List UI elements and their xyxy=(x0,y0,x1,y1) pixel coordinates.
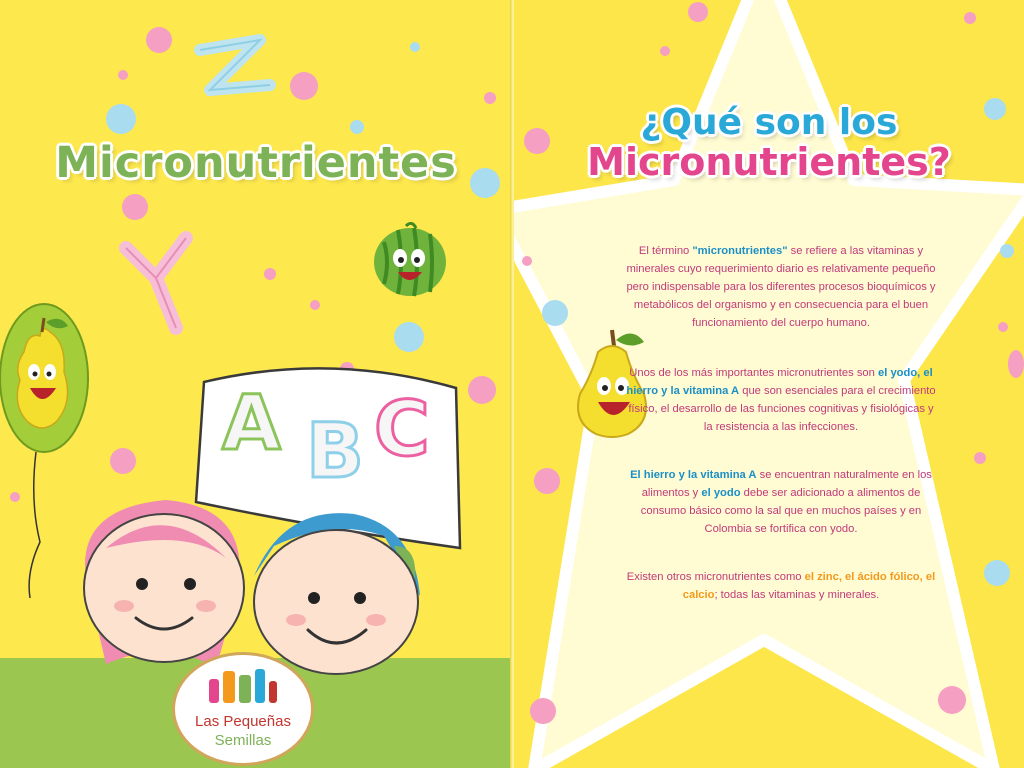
content-page xyxy=(514,0,1024,768)
paragraph-4 xyxy=(626,568,936,604)
paragraph-2-start: Unos de los más importantes micronutrientes son xyxy=(629,367,878,379)
blue-dot xyxy=(410,42,420,52)
paragraph-4-highlight: el zinc, el ácido fólico, el calcio xyxy=(682,571,936,601)
pink-dot xyxy=(310,300,320,310)
pink-dot xyxy=(534,468,560,494)
paragraph-3-end: debe ser adicionado a alimentos de consumo básico como la sal que en muchos países y en Colombia se fortifica con yodo. xyxy=(640,487,922,535)
pink-dot xyxy=(688,2,708,22)
pink-dot xyxy=(290,72,318,100)
content-title-line-1: ¿Qué son los xyxy=(640,102,898,143)
watermelon-character-illustration xyxy=(368,222,452,298)
blue-dot xyxy=(542,300,568,326)
girl-character-illustration xyxy=(66,488,266,678)
pink-dot xyxy=(998,322,1008,332)
paragraph-3-middle: se encuentran naturalmente en los alimentos y xyxy=(641,469,932,499)
pink-dot xyxy=(660,46,670,56)
paragraph-1-highlight: "micronutrientes" xyxy=(692,245,788,257)
paragraph-3 xyxy=(626,466,936,538)
blue-dot xyxy=(1000,244,1014,258)
blue-dot xyxy=(350,120,364,134)
pink-dot xyxy=(974,452,986,464)
publisher-logo xyxy=(172,652,314,766)
scribble-letter-y-decoration xyxy=(116,218,206,338)
pink-dot xyxy=(484,92,496,104)
pink-dot xyxy=(264,268,276,280)
pink-dot xyxy=(118,70,128,80)
paragraph-2-end: que son esenciales para el crecimiento físico, el desarrollo de las funciones cognitivas y fisiológicas y la resistencia a las infecciones. xyxy=(628,385,936,433)
logo-emblem-icon xyxy=(205,663,281,709)
pink-dot xyxy=(522,256,532,266)
sign-letter-b: B xyxy=(306,406,364,495)
content-title-line-2: Micronutrientes? xyxy=(587,140,951,184)
sign-letter-c: C xyxy=(374,384,430,473)
pink-dot xyxy=(122,194,148,220)
scribble-letter-z-decoration xyxy=(190,30,280,120)
paragraph-1 xyxy=(626,242,936,332)
pink-dot xyxy=(1008,350,1024,378)
pink-dot xyxy=(938,686,966,714)
boy-character-illustration xyxy=(244,506,434,676)
blue-dot xyxy=(106,104,136,134)
pink-dot xyxy=(110,448,136,474)
pink-dot xyxy=(146,27,172,53)
paragraph-1-end: se refiere a las vitaminas y minerales cuyo requerimiento diario es relativamente pequeño pero indispensable para los diferentes procesos bioquímicos y metabólicos del organismo y en consecuencia para el buen funcionamiento del cuerpo humano. xyxy=(626,245,936,329)
paragraph-2-highlight: el yodo, el hierro y la vitamina A xyxy=(626,367,933,397)
paragraph-1-start: El término xyxy=(638,245,693,257)
logo-name: Las Pequeñas xyxy=(195,713,291,730)
blue-dot xyxy=(984,560,1010,586)
pink-dot xyxy=(530,698,556,724)
cover-title: Micronutrientes xyxy=(55,138,457,188)
blue-dot xyxy=(394,322,424,352)
paragraph-3-highlight-2: el yodo xyxy=(701,487,741,499)
logo-subtitle: Semillas xyxy=(214,732,272,749)
pink-dot xyxy=(468,376,496,404)
paragraph-4-end: ; todas las vitaminas y minerales. xyxy=(714,589,880,601)
paragraph-2 xyxy=(626,364,936,436)
paragraph-4-start: Existen otros micronutrientes como xyxy=(626,571,805,583)
pink-dot xyxy=(964,12,976,24)
paragraph-3-highlight-1: El hierro y la vitamina A xyxy=(630,469,757,481)
sign-letter-a: A xyxy=(222,378,281,467)
